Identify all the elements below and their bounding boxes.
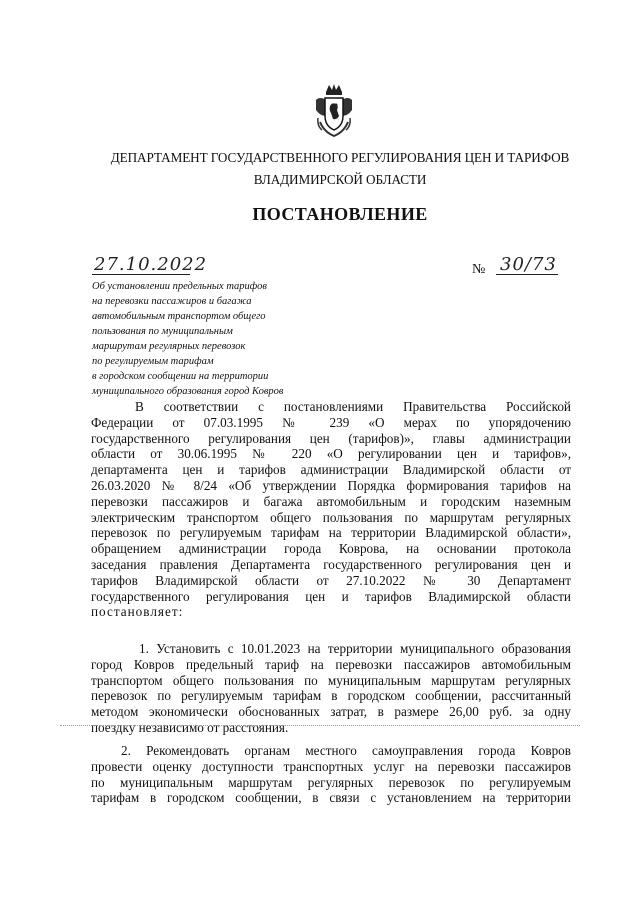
text-line: по муниципальным маршрутам регулярных перевозок по регулируемым xyxy=(91,774,571,790)
subject-line: в городском сообщении на территории xyxy=(92,371,269,382)
coat-of-arms-icon xyxy=(312,82,356,138)
clause-2-paragraph xyxy=(91,743,571,806)
preamble-paragraph xyxy=(91,399,571,620)
number-underline xyxy=(496,274,558,275)
text-line: государственного регулирования цен и тарифов Владимирской области xyxy=(91,588,571,604)
text-line: методом экономически обоснованных затрат, в размере 26,00 руб. за одну xyxy=(91,704,571,720)
text-line: провести оценку доступности транспортных услуг на перевозки пассажиров xyxy=(91,758,571,774)
document-subject xyxy=(92,279,352,399)
separator-line xyxy=(60,725,580,726)
text-line: департамента цен и тарифов администрации Владимирской области от xyxy=(91,462,571,478)
date-underline xyxy=(92,274,190,275)
number-label: № xyxy=(472,262,486,277)
text-line: тарифам в городском сообщении, в связи с установлением на территории xyxy=(91,790,571,806)
text-line: постановляет: xyxy=(91,604,184,620)
text-line: транспортом общего пользования по муниципальным маршрутам регулярных xyxy=(91,672,571,688)
subject-line: маршрутам регулярных перевозок xyxy=(92,341,246,352)
document-title: ПОСТАНОВЛЕНИЕ xyxy=(252,204,428,224)
text-line: перевозок по регулируемым тарифам на территории Владимирской области», xyxy=(91,525,571,541)
subject-line: Об установлении предельных тарифов xyxy=(92,281,267,292)
text-line: 2. Рекомендовать органам местного самоуправления города Ковров xyxy=(121,743,571,758)
text-line: перевозки пассажиров и багажа автомобильным и городским наземным xyxy=(91,493,571,509)
text-line: 1. Установить с 10.01.2023 на территории муниципального образования xyxy=(139,641,571,656)
text-line: обращением администрации города Коврова, на основании протокола xyxy=(91,541,571,557)
document-date: 27.10.2022 xyxy=(94,254,208,275)
clause-1-paragraph xyxy=(91,641,571,736)
subject-line: по регулируемым тарифам xyxy=(92,356,214,367)
text-line: перевозок по регулируемым тарифам в городском сообщении, рассчитанный xyxy=(91,688,571,704)
department-region: ВЛАДИМИРСКОЙ ОБЛАСТИ xyxy=(253,172,427,187)
text-line: тарифов Владимирской области от 27.10.2022 № 30 Департамент xyxy=(91,572,571,588)
text-line: В соответствии с постановлениями Правительства Российской xyxy=(135,399,571,414)
text-line: Федерации от 07.03.1995 № 239 «О мерах по упорядочению xyxy=(91,414,571,430)
text-line: поездку независимо от расстояния. xyxy=(91,719,289,735)
subject-line: на перевозки пассажиров и багажа xyxy=(92,296,252,307)
text-line: город Ковров предельный тариф на перевозки пассажиров автомобильным xyxy=(91,656,571,672)
text-line: заседания правления Департамента государственного регулирования цен и xyxy=(91,556,571,572)
text-line: области от 30.06.1995 № 220 «О регулировании цен и тарифов», xyxy=(91,446,571,462)
subject-line: пользования по муниципальным xyxy=(92,326,233,337)
text-line: 26.03.2020 № 8/24 «Об утверждении Порядка формирования тарифов на xyxy=(91,477,571,493)
text-line: государственного регулирования цен (тарифов)», главы администрации xyxy=(91,430,571,446)
document-number: 30/73 xyxy=(500,254,557,275)
department-name: ДЕПАРТАМЕНТ ГОСУДАРСТВЕННОГО РЕГУЛИРОВАНИЯ ЦЕН И ТАРИФОВ xyxy=(110,150,570,165)
subject-line: муниципального образования город Ковров xyxy=(92,386,284,397)
subject-line: автомобильным транспортом общего xyxy=(92,311,266,322)
text-line: электрическим транспортом общего пользования по маршрутам регулярных xyxy=(91,509,571,525)
